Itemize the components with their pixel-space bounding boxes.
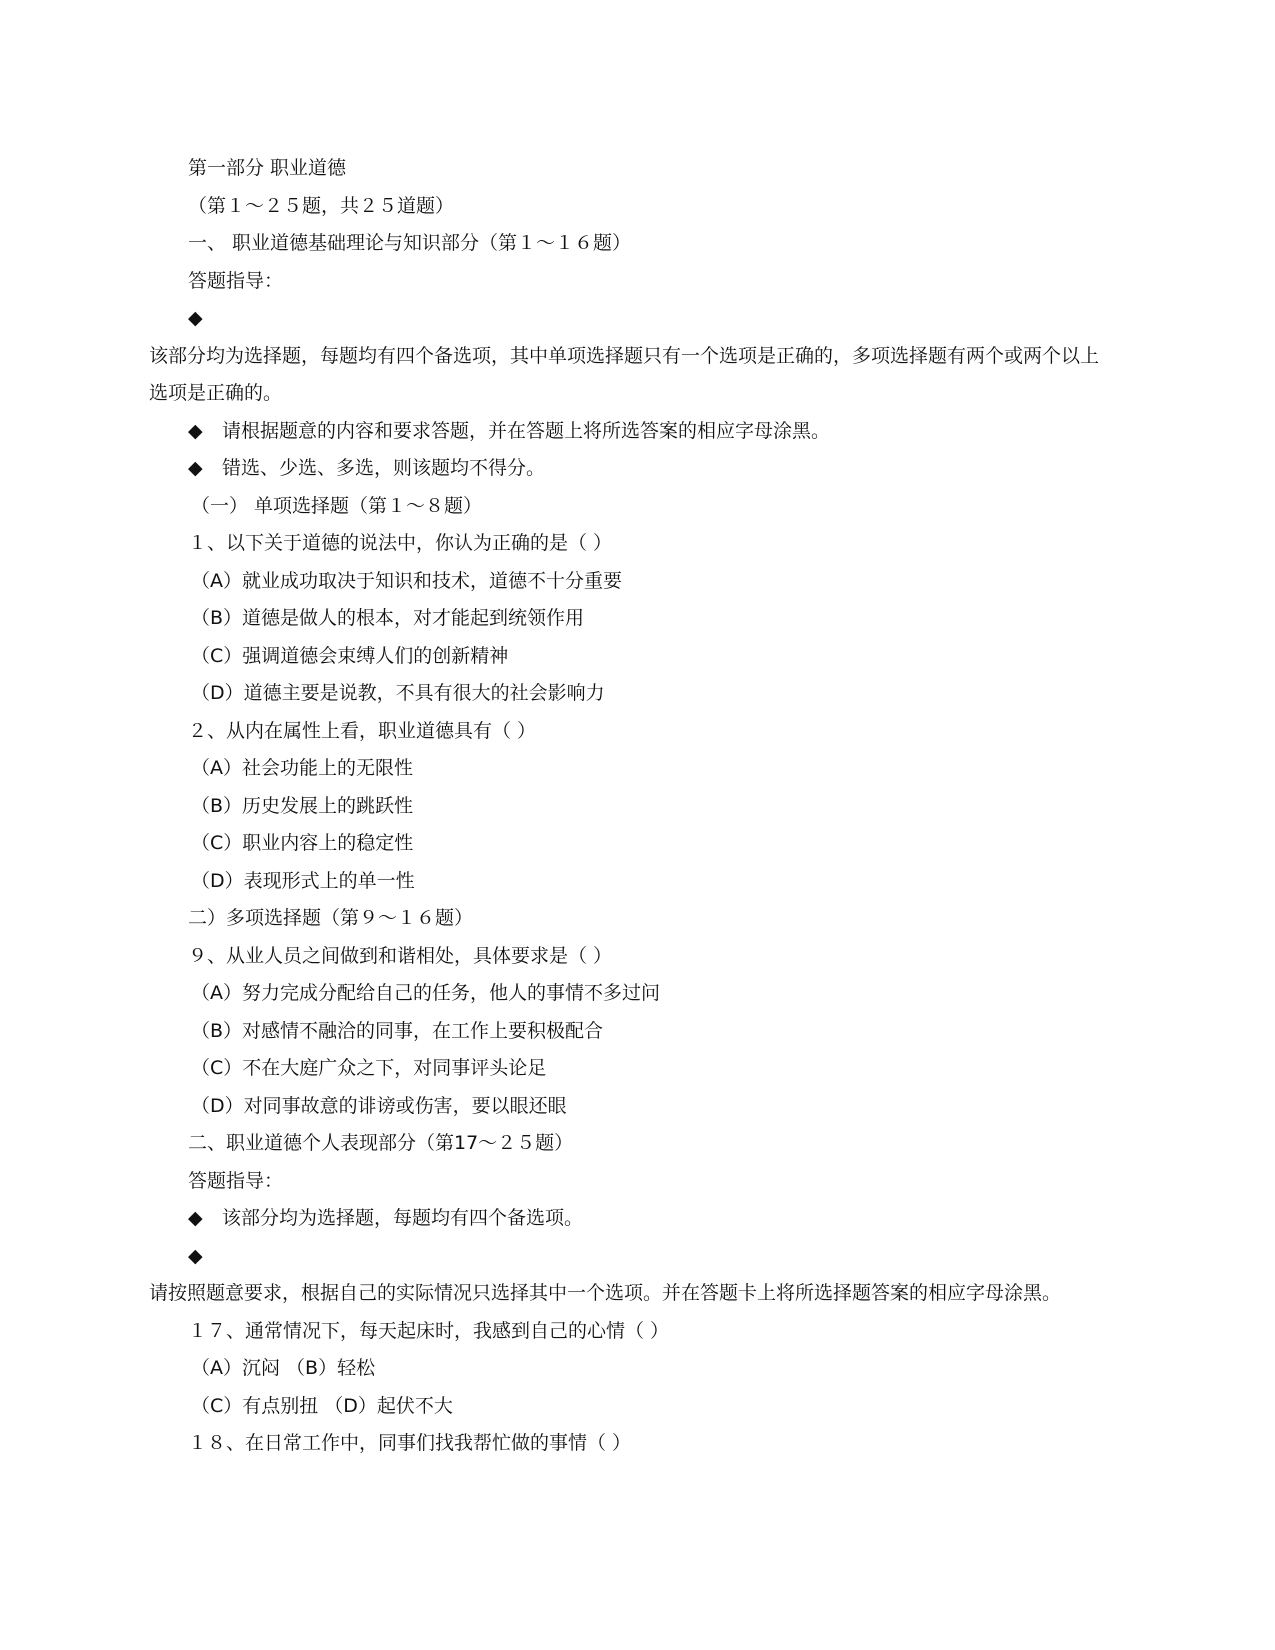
question-9-option-a: （A）努力完成分配给自己的任务，他人的事情不多过问 <box>191 982 660 1004</box>
section1-title: 一、 职业道德基础理论与知识部分（第１～１６题） <box>188 232 632 254</box>
section2-title: 二、职业道德个人表现部分（第17～２５题） <box>188 1132 574 1154</box>
section2-guide-label: 答题指导： <box>188 1169 284 1192</box>
diamond-bullet-icon: ◆ <box>188 1207 203 1229</box>
document-body <box>149 150 1109 1463</box>
bullet-text: 请根据题意的内容和要求答题，并在答题上将所选答案的相应字母涂黑。 <box>222 419 831 442</box>
section2-bullet2-text: 请按照题意要求，根据自己的实际情况只选择其中一个选项。并在答题卡上将所选择题答案的相应字母涂黑。 <box>149 1282 1062 1304</box>
diamond-bullet-icon: ◆ <box>188 307 203 329</box>
question-9-option-c: （C）不在大庭广众之下，对同事评头论足 <box>191 1057 547 1079</box>
section1-bullet3 <box>149 450 1109 488</box>
diamond-bullet-icon: ◆ <box>188 419 203 442</box>
question-17-stem: １７、通常情况下，每天起床时，我感到自己的心情（ ） <box>188 1319 670 1342</box>
section1-bullet2 <box>149 413 1109 451</box>
question-9-stem: ９、从业人员之间做到和谐相处，具体要求是（ ） <box>188 944 613 967</box>
question-9-option-d: （D）对同事故意的诽谤或伤害，要以眼还眼 <box>191 1094 567 1117</box>
part-title: 第一部分 职业道德 <box>188 157 347 179</box>
diamond-bullet-icon: ◆ <box>188 457 203 479</box>
question-1-option-d: （D）道德主要是说教，不具有很大的社会影响力 <box>191 682 605 704</box>
question-1-stem: １、以下关于道德的说法中，你认为正确的是（ ） <box>188 532 613 554</box>
question-1-option-a: （A）就业成功取决于知识和技术，道德不十分重要 <box>191 569 622 592</box>
question-1-option-b: （B）道德是做人的根本，对才能起到统领作用 <box>191 607 585 629</box>
multi-choice-title: 二）多项选择题（第９～１６题） <box>188 907 474 929</box>
question-1-option-c: （C）强调道德会束缚人们的创新精神 <box>191 644 509 667</box>
single-choice-title: （一） 单项选择题（第１～８题） <box>191 494 483 517</box>
diamond-bullet-icon: ◆ <box>188 1244 203 1267</box>
question-17-options-ab: （A）沉闷 （B）轻松 <box>191 1357 376 1379</box>
section2-bullet2-marker <box>149 1238 1109 1276</box>
section1-guide-label: 答题指导： <box>188 269 284 292</box>
question-9-option-b: （B）对感情不融洽的同事，在工作上要积极配合 <box>191 1019 604 1042</box>
section1-bullet1-text: 该部分均为选择题，每题均有四个备选项，其中单项选择题只有一个选项是正确的，多项选择题有两个或两个以上选项是正确的。 <box>149 344 1100 404</box>
question-2-option-a: （A）社会功能上的无限性 <box>191 757 413 779</box>
question-17-options-cd: （C）有点别扭 （D）起伏不大 <box>191 1394 453 1417</box>
question-18-stem: １８、在日常工作中，同事们找我帮忙做的事情（ ） <box>188 1432 632 1454</box>
part-scope: （第１～２５题，共２５道题） <box>188 194 455 217</box>
section1-bullet1-marker <box>149 300 1109 338</box>
bullet-text: 该部分均为选择题，每题均有四个备选项。 <box>222 1207 584 1229</box>
question-2-option-b: （B）历史发展上的跳跃性 <box>191 794 414 817</box>
section2-bullet1 <box>149 1200 1109 1238</box>
question-2-option-c: （C）职业内容上的稳定性 <box>191 832 414 854</box>
bullet-text: 错选、少选、多选，则该题均不得分。 <box>222 457 546 479</box>
question-2-stem: ２、从内在属性上看，职业道德具有（ ） <box>188 719 537 742</box>
question-2-option-d: （D）表现形式上的单一性 <box>191 869 415 892</box>
